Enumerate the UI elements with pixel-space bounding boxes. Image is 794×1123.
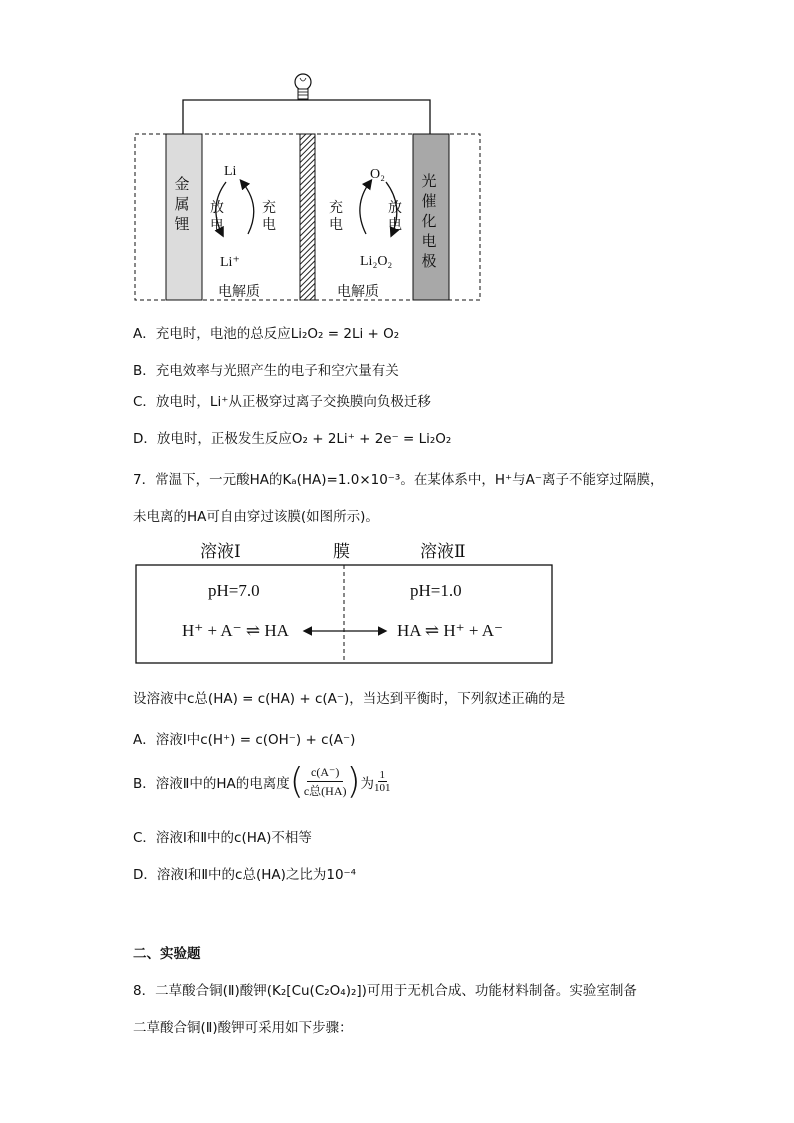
membrane-diagram (135, 564, 553, 664)
ph-2: pH=1.0 (410, 581, 462, 600)
q6-option-a: A．充电时，电池的总反应Li₂O₂ = 2Li + O₂ (133, 326, 400, 342)
ionization-denominator: c总(HA) (303, 784, 347, 798)
ratio-fraction (374, 769, 391, 794)
right-electrolyte-label: 电解质 (337, 285, 379, 300)
q7-option-d: D．溶液Ⅰ和Ⅱ中的c总(HA)之比为10⁻⁴ (133, 867, 357, 883)
q7-option-b-text: B．溶液Ⅱ中的HA的电离度 (133, 775, 290, 792)
li-label: Li (224, 164, 237, 179)
q7-option-c: C．溶液Ⅰ和Ⅱ中的c(HA)不相等 (133, 830, 312, 846)
q7-stem-1: 7．常温下，一元酸HA的Kₐ(HA)=1.0×10⁻³。在某体系中，H⁺与A⁻离子不能穿过隔膜， (133, 472, 664, 488)
q8-line-2: 二草酸合铜(Ⅱ)酸钾可采用如下步骤： (133, 1020, 353, 1036)
q6-option-d: D．放电时，正极发生反应O₂ + 2Li⁺ + 2e⁻ = Li₂O₂ (133, 431, 452, 447)
charge-arrow-left (242, 182, 254, 234)
membrane-header: 膜 (333, 542, 350, 561)
right-electrode-label: 光催化电极 (421, 174, 437, 270)
q8-line-1: 8．二草酸合铜(Ⅱ)酸钾(K₂[Cu(C₂O₄)₂])可用于无机合成、功能材料制备。实验室制备 (133, 983, 637, 999)
q7-option-b-mid: 为 (360, 775, 375, 792)
bulb-icon (295, 74, 311, 99)
ionization-degree-expression: ( c(A⁻) c总(HA) ) (289, 760, 361, 802)
left-charge-label: 充电 (262, 201, 276, 233)
equilibrium-1: H⁺ + A⁻ ⇌ HA (182, 621, 289, 640)
q7-option-b (133, 760, 391, 802)
ionization-numerator: c(A⁻) (307, 763, 343, 782)
left-electrode-label: 金属锂 (174, 177, 190, 233)
q6-option-c: C．放电时，Li⁺从正极穿过离子交换膜向负极迁移 (133, 394, 431, 410)
left-electrolyte-label: 电解质 (218, 285, 260, 300)
ratio-numerator: 1 (379, 769, 386, 781)
q7-option-a: A．溶液Ⅰ中c(H⁺) = c(OH⁻) + c(A⁻) (133, 732, 356, 748)
solution-1-header: 溶液Ⅰ (200, 542, 241, 561)
equilibrium-2: HA ⇌ H⁺ + A⁻ (397, 621, 504, 640)
membrane-svg (135, 564, 553, 664)
left-discharge-label: 放电 (210, 201, 224, 233)
charge-arrow-right (360, 182, 370, 234)
right-charge-label: 充电 (329, 201, 343, 233)
o2-label: O₂ (370, 167, 385, 182)
section-heading: 二、实验题 (133, 946, 201, 962)
q7-stem-2: 未电离的HA可自由穿过该膜(如图所示)。 (133, 509, 379, 525)
circuit-wire (183, 100, 430, 134)
right-discharge-label: 放电 (388, 201, 402, 233)
q7-stem-3: 设溶液中c总(HA) = c(HA) + c(A⁻)，当达到平衡时，下列叙述正确的是 (133, 691, 566, 707)
ratio-denominator: 101 (374, 782, 391, 794)
li2o2-label: Li₂O₂ (360, 254, 393, 269)
li-ion-label: Li⁺ (220, 255, 240, 270)
membrane (300, 134, 315, 300)
ph-1: pH=7.0 (208, 581, 260, 600)
q6-option-b: B．充电效率与光照产生的电子和空穴量有关 (133, 363, 399, 379)
solution-2-header: 溶液Ⅱ (420, 542, 466, 561)
